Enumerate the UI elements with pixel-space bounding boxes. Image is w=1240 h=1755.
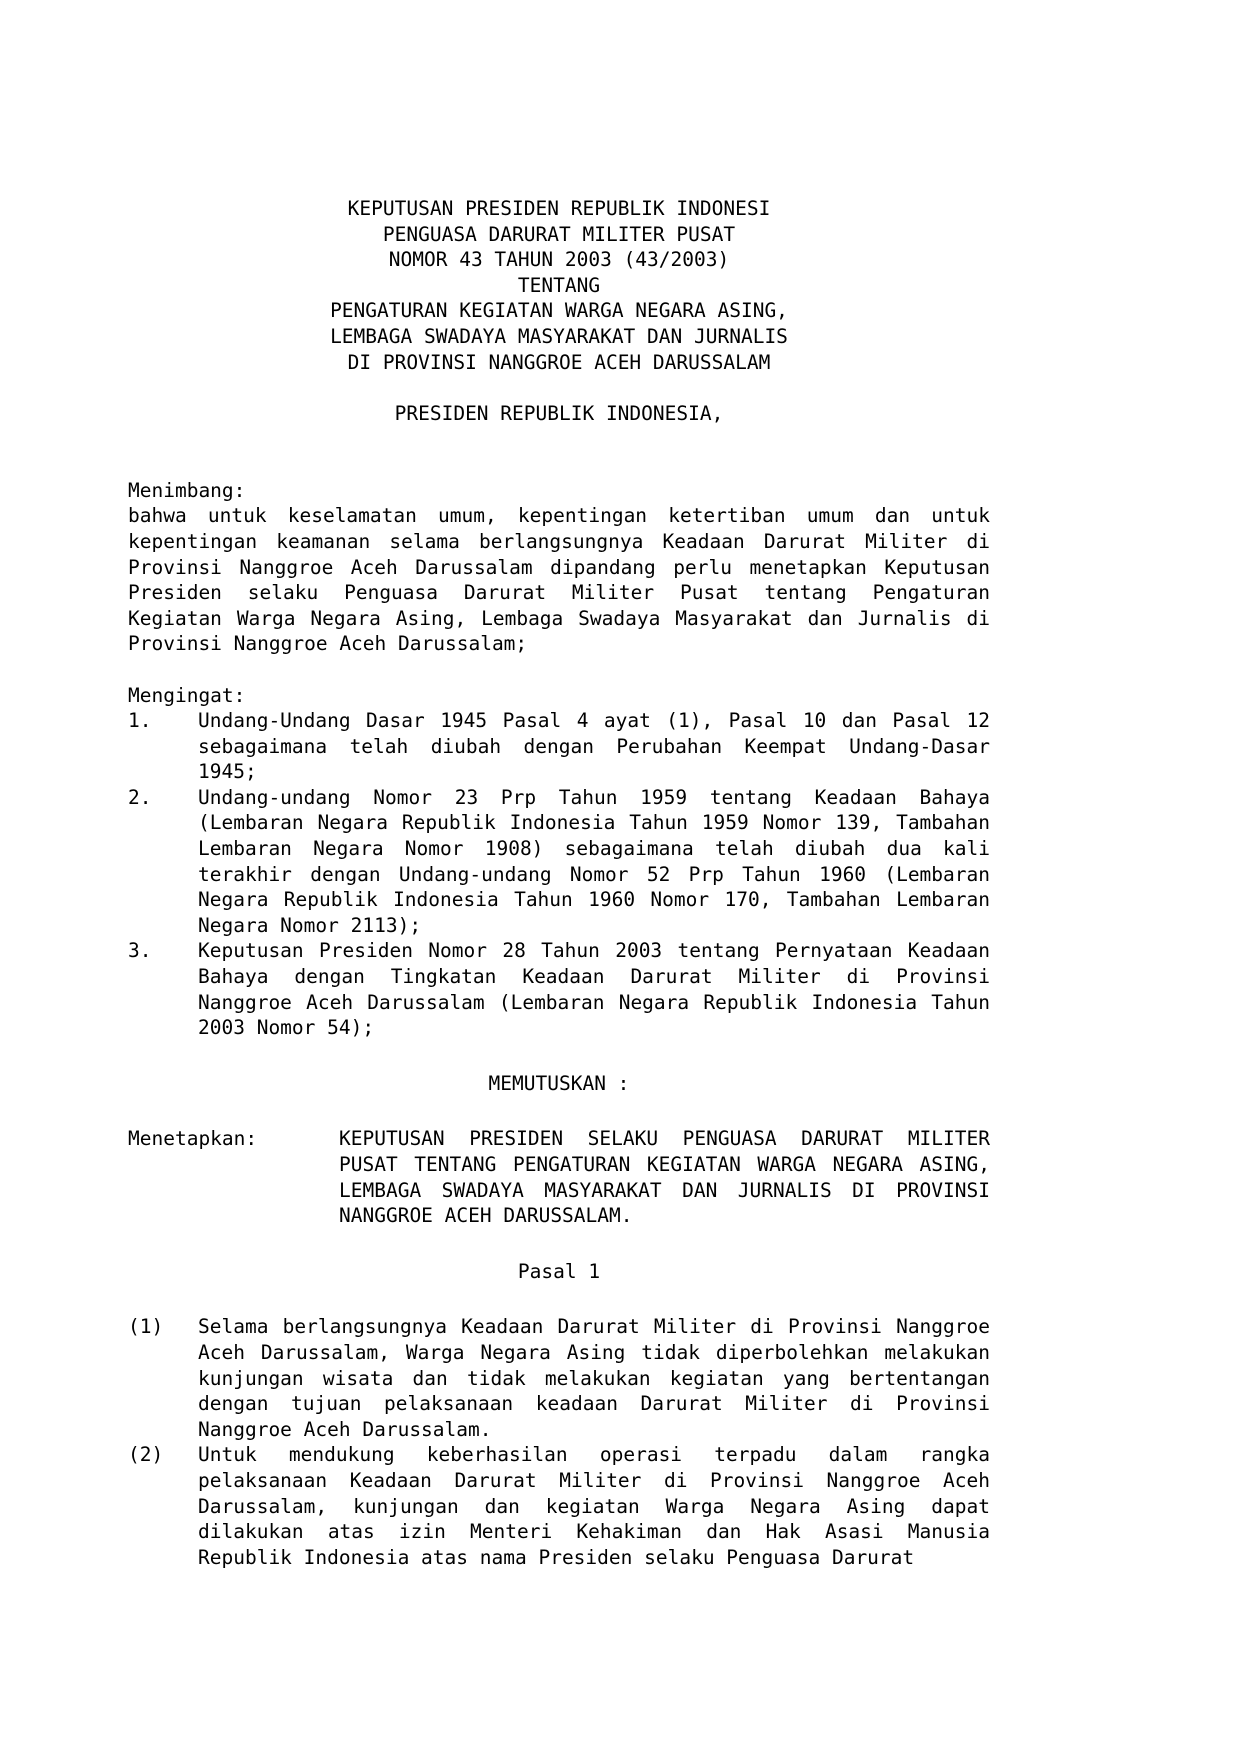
menetapkan-section: [128, 1126, 990, 1228]
list-item-marker: (1): [128, 1315, 164, 1339]
list-item-text: Undang-undang Nomor 23 Prp Tahun 1959 tentang Keadaan Bahaya (Lembaran Negara Republik Indonesia Tahun 1959 Nomor 139, Tambahan Lembaran Negara Nomor 1908) sebagaimana telah diubah dua kali terakhir dengan Undang-undang Nomor 52 Prp Tahun 1960 (Lembaran Negara Republik Indonesia Tahun 1960 Nomor 170, Tambahan Lembaran Negara Nomor 2113);: [198, 785, 990, 937]
document-title-block: [128, 196, 990, 375]
spacer-after-pasal-heading: [128, 1284, 990, 1314]
list-item-text: Keputusan Presiden Nomor 28 Tahun 2003 tentang Pernyataan Keadaan Bahaya dengan Tingkatan Keadaan Darurat Militer di Provinsi Nanggroe Aceh Darussalam (Lembaran Negara Republik Indonesia Tahun 2003 Nomor 54);: [198, 939, 990, 1040]
list-item-text: Untuk mendukung keberhasilan operasi terpadu dalam rangka pelaksanaan Keadaan Darurat Militer di Provinsi Nanggroe Aceh Darussalam, kunjungan dan kegiatan Warga Negara Asing dapat dilakukan atas izin Menteri Kehakiman dan Hak Asasi Manusia Republik Indonesia atas nama Presiden selaku Penguasa Darurat: [198, 1443, 990, 1569]
list-item: [128, 938, 990, 1040]
spacer-before-memutuskan: [128, 1041, 990, 1071]
title-line-4: TENTANG: [517, 273, 601, 297]
spacer-before-pasal: [128, 1229, 990, 1259]
list-item-text: Undang-Undang Dasar 1945 Pasal 4 ayat (1), Pasal 10 dan Pasal 12 sebagaimana telah diubah dengan Perubahan Keempat Undang-Dasar 1945;: [198, 709, 990, 784]
list-item-marker: 3.: [128, 939, 152, 963]
title-line-6: LEMBAGA SWADAYA MASYARAKAT DAN JURNALIS: [330, 324, 788, 348]
list-item: [128, 785, 990, 939]
menimbang-body: bahwa untuk keselamatan umum, kepentingan ketertiban umum dan untuk kepentingan keamanan selama berlangsungnya Keadaan Darurat Militer di Provinsi Nanggroe Aceh Darussalam dipandang perlu menetapkan Keputusan Presiden selaku Penguasa Darurat Militer Pusat tentang Pengaturan Kegiatan Warga Negara Asing, Lembaga Swadaya Masyarakat dan Jurnalis di Provinsi Nanggroe Aceh Darussalam;: [128, 504, 990, 656]
document-body: [128, 196, 990, 1570]
spacer-after-title: [128, 375, 990, 401]
title-line-1: KEPUTUSAN PRESIDEN REPUBLIK INDONESI: [347, 197, 771, 220]
title-line-5: PENGATURAN KEGIATAN WARGA NEGARA ASING,: [330, 299, 788, 323]
mengingat-heading: Mengingat:: [128, 683, 246, 707]
title-line-3: NOMOR 43 TAHUN 2003 (43/2003): [388, 248, 730, 272]
mengingat-list: [128, 708, 990, 1041]
spacer-after-menimbang: [128, 657, 990, 683]
menimbang-section: [128, 478, 990, 657]
menimbang-heading: Menimbang:: [128, 478, 246, 502]
list-item-text: Selama berlangsungnya Keadaan Darurat Militer di Provinsi Nanggroe Aceh Darussalam, Warga Negara Asing tidak diperbolehkan melakukan kunjungan wisata dan tidak melakukan kegiatan yang bertentangan dengan tujuan pelaksanaan keadaan Darurat Militer di Provinsi Nanggroe Aceh Darussalam.: [198, 1315, 990, 1441]
menetapkan-label: Menetapkan:: [128, 1127, 258, 1151]
list-item-marker: 1.: [128, 709, 152, 733]
mengingat-section: [128, 683, 990, 1041]
memutuskan-heading: MEMUTUSKAN :: [488, 1071, 630, 1095]
menetapkan-body: KEPUTUSAN PRESIDEN SELAKU PENGUASA DARURAT MILITER PUSAT TENTANG PENGATURAN KEGIATAN WARGA NEGARA ASING, LEMBAGA SWADAYA MASYARAKAT DAN JURNALIS DI PROVINSI NANGGROE ACEH DARUSSALAM.: [339, 1127, 990, 1228]
pasal-list: [128, 1314, 990, 1570]
spacer-after-memutuskan: [128, 1096, 990, 1126]
list-item-marker: 2.: [128, 785, 152, 809]
pasal-heading: Pasal 1: [517, 1259, 601, 1283]
issuer-line: PRESIDEN REPUBLIK INDONESIA,: [394, 402, 724, 426]
spacer-after-issuer: [128, 427, 990, 478]
title-line-7: DI PROVINSI NANGGROE ACEH DARUSSALAM: [347, 350, 771, 374]
list-item: [128, 708, 990, 785]
list-item-marker: (2): [128, 1443, 164, 1467]
title-line-2: PENGUASA DARURAT MILITER PUSAT: [382, 222, 736, 246]
list-item: [128, 1314, 990, 1442]
list-item: [128, 1442, 990, 1570]
